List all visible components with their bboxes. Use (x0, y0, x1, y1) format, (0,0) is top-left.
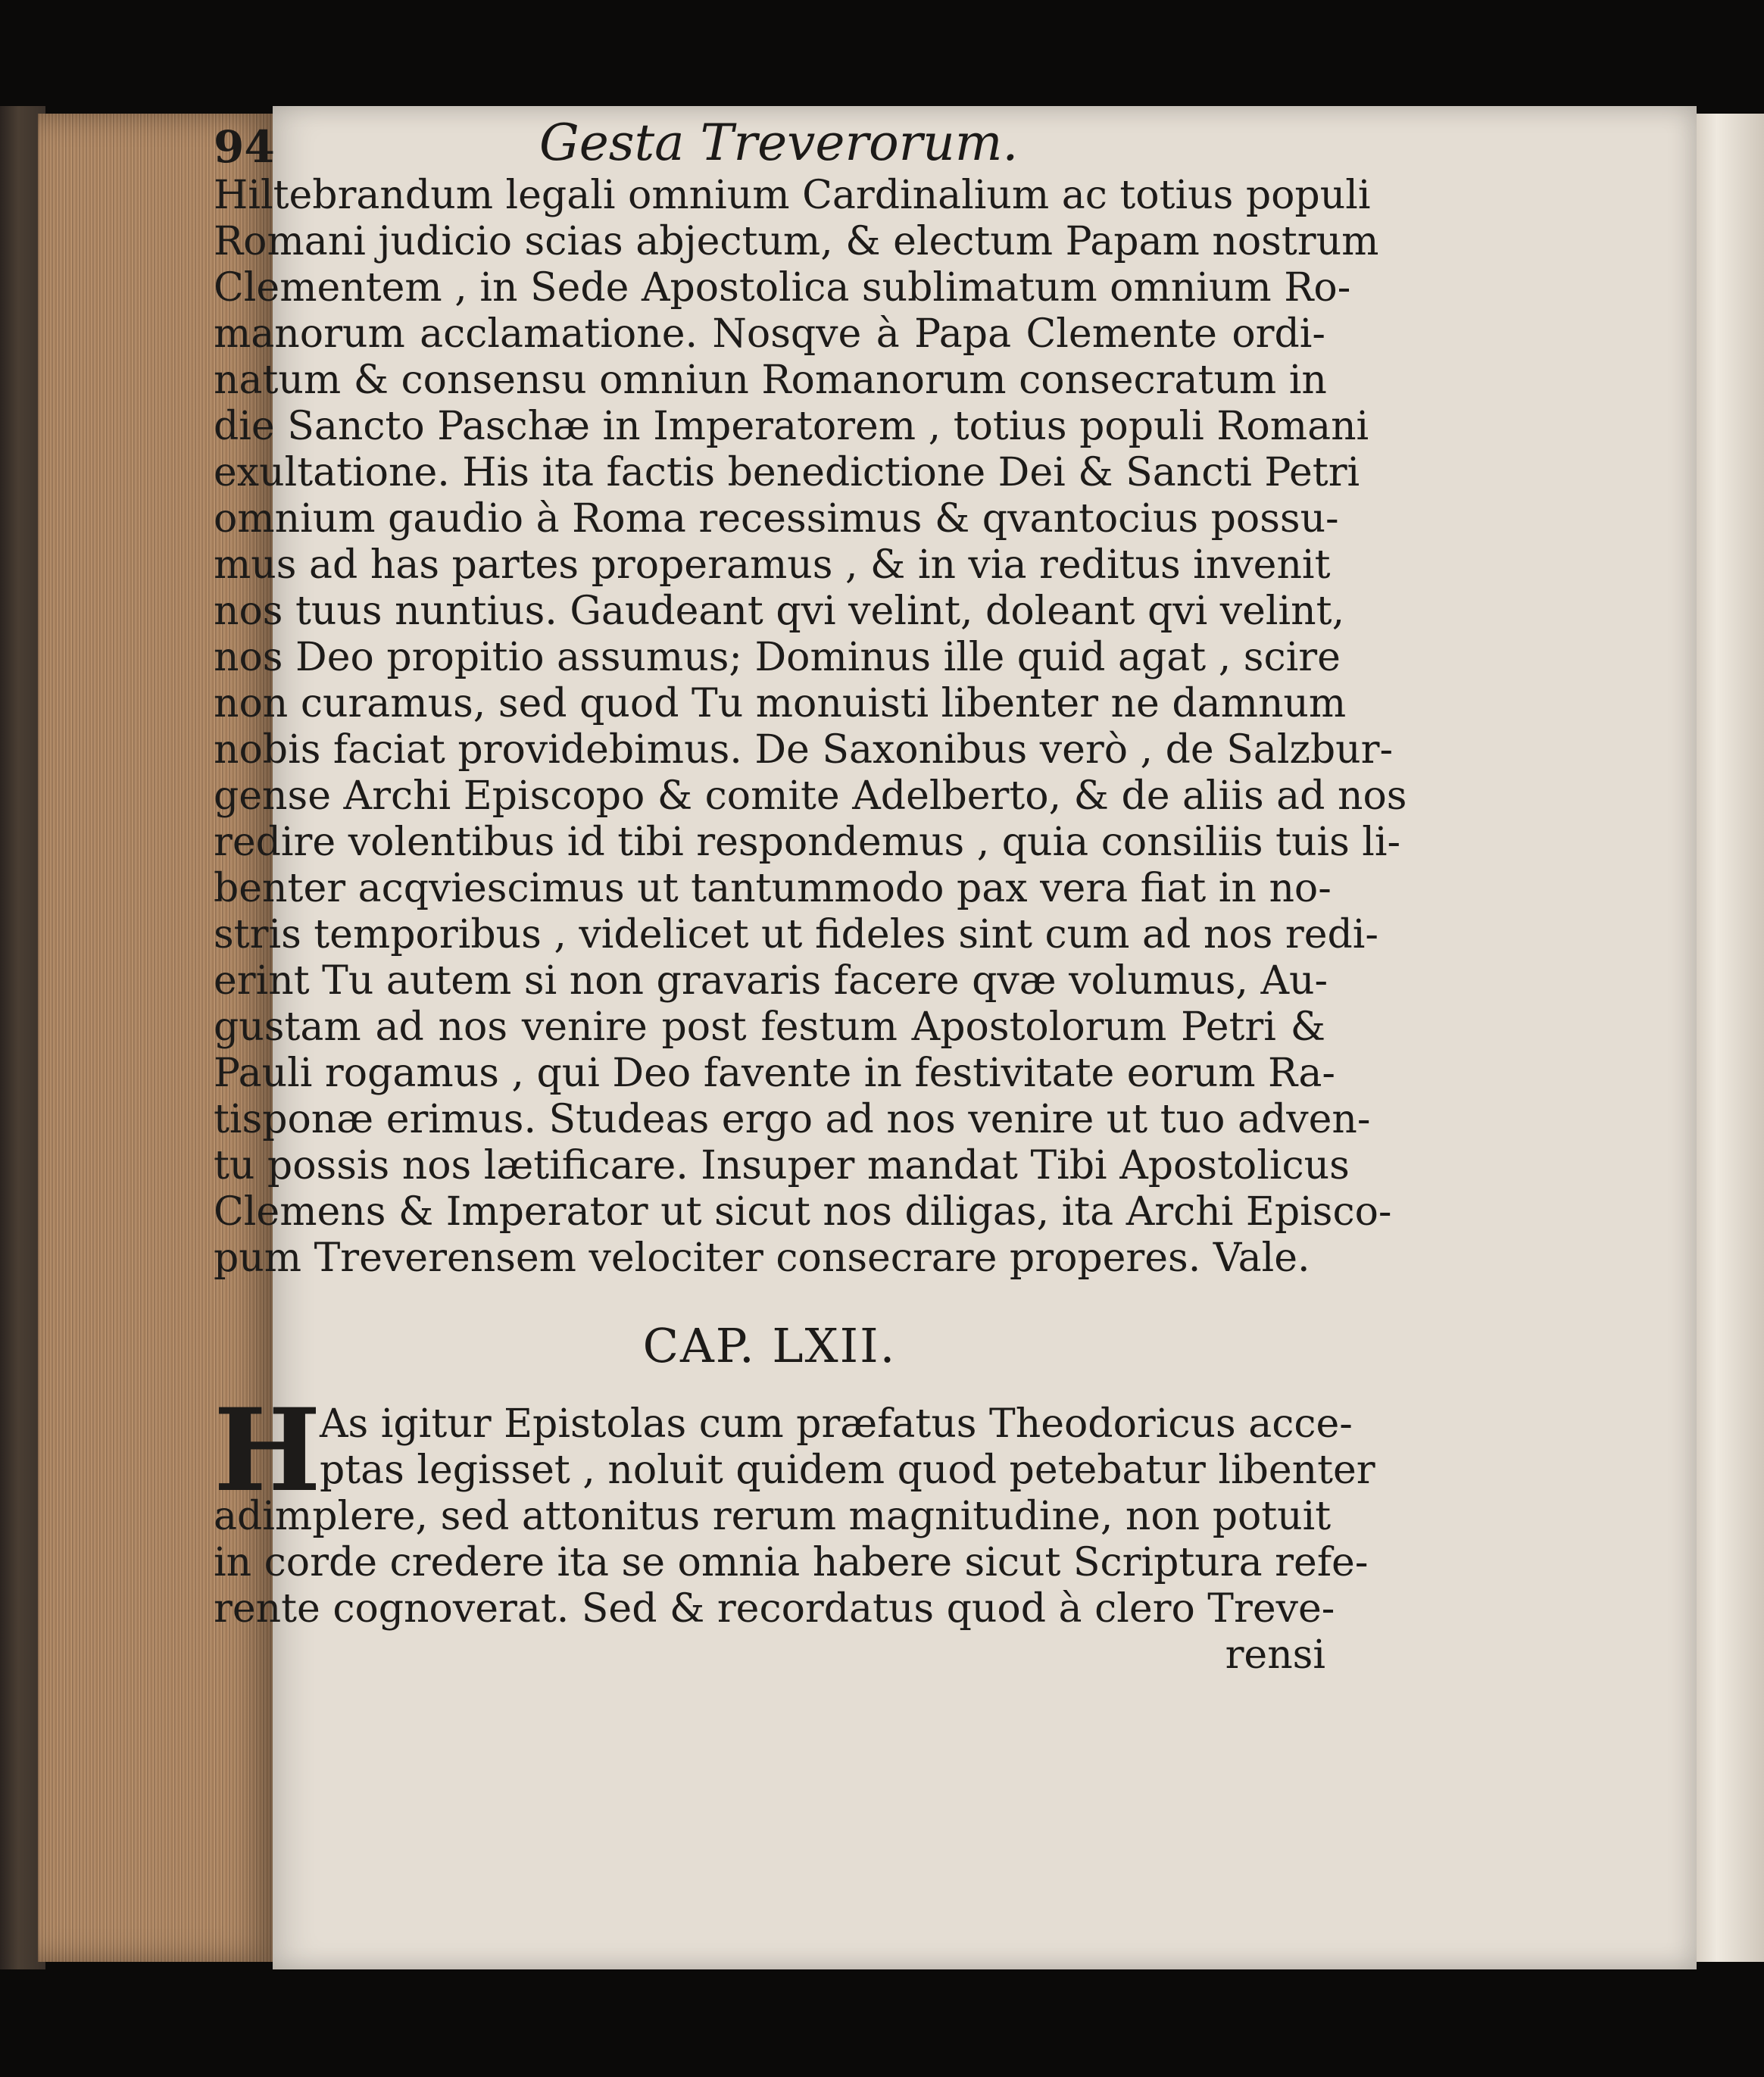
paragraph-1 (214, 173, 1407, 1282)
text-line: ptas legisset , noluit quidem quod petebatur libenter (320, 1448, 1375, 1493)
text-line: nobis faciat providebimus. De Saxonibus verò , de Salzbur- (214, 727, 1394, 773)
text-line: Pauli rogamus , qui Deo favente in festivitate eorum Ra- (214, 1051, 1335, 1096)
facing-page-edge (1697, 114, 1764, 1962)
text-line: Clemens & Imperator ut sicut nos diligas, ita Archi Episco- (214, 1189, 1392, 1235)
text-line: nos Deo propitio assumus; Dominus ille quid agat , scire (214, 635, 1341, 680)
text-line: As igitur Epistolas cum præfatus Theodoricus acce- (320, 1401, 1353, 1447)
text-line: in corde credere ita se omnia habere sicut Scriptura refe- (214, 1540, 1369, 1585)
text-line: tisponæ erimus. Studeas ergo ad nos venire ut tuo adven- (214, 1097, 1371, 1142)
text-line: pum Treverensem velociter consecrare properes. Vale. (214, 1235, 1310, 1281)
text-line: rente cognoverat. Sed & recordatus quod à clero Treve- (214, 1586, 1335, 1632)
text-line: non curamus, sed quod Tu monuisti libenter ne damnum (214, 681, 1347, 726)
text-line: gustam ad nos venire post festum Apostolorum Petri & (214, 1004, 1325, 1050)
text-line: omnium gaudio à Roma recessimus & qvantocius possu- (214, 496, 1339, 542)
text-line: tu possis nos lætificare. Insuper mandat Tibi Apostolicus (214, 1143, 1350, 1188)
page-number: 94 (214, 121, 275, 173)
text-line: nos tuus nuntius. Gaudeant qvi velint, doleant qvi velint, (214, 589, 1345, 634)
text-line: exultatione. His ita factis benedictione Dei & Sancti Petri (214, 450, 1360, 495)
text-line: redire volentibus id tibi respondemus , quia consiliis tuis li- (214, 820, 1401, 865)
running-title: Gesta Treverorum. (539, 114, 1019, 172)
text-line: benter acqviescimus ut tantummodo pax vera fiat in no- (214, 866, 1332, 911)
text-line: Hiltebrandum legali omnium Cardinalium ac totius populi (214, 173, 1371, 218)
chapter-heading: CAP. LXII. (642, 1318, 897, 1373)
text-line: adimplere, sed attonitus rerum magnitudine, non potuit (214, 1494, 1332, 1539)
text-line: Romani judicio scias abjectum, & electum Papam nostrum (214, 219, 1379, 264)
text-line: erint Tu autem si non gravaris facere qvæ volumus, Au- (214, 958, 1328, 1004)
text-line: mus ad has partes properamus , & in via reditus invenit (214, 542, 1331, 588)
paragraph-2 (214, 1384, 1375, 1679)
text-line: stris temporibus , videlicet ut fideles sint cum ad nos redi- (214, 912, 1378, 957)
text-line: rensi (1225, 1632, 1325, 1678)
text-line: Clementem , in Sede Apostolica sublimatum omnium Ro- (214, 265, 1351, 311)
drop-cap: H (214, 1384, 321, 1517)
text-line: gense Archi Episcopo & comite Adelberto, & de aliis ad nos (214, 773, 1407, 819)
text-line: die Sancto Paschæ in Imperatorem , totius populi Romani (214, 404, 1369, 449)
text-line: natum & consensu omniun Romanorum consecratum in (214, 358, 1327, 403)
page-header (214, 114, 1153, 174)
text-line: manorum acclamatione. Nosqve à Papa Clemente ordi- (214, 311, 1325, 357)
